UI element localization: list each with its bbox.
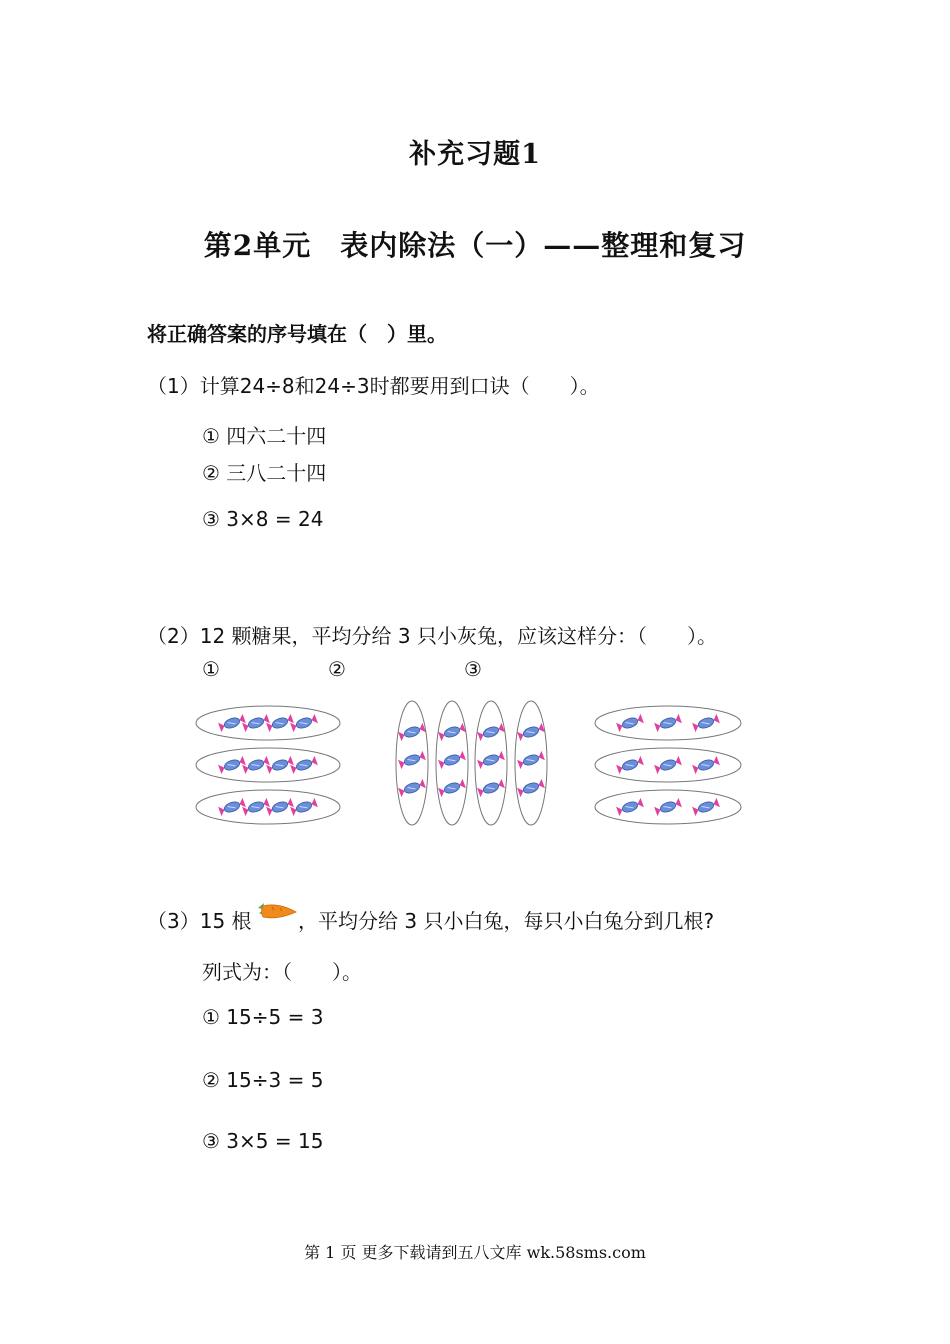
- option-1-groups: [196, 706, 340, 824]
- candy-grouping-figure: [190, 690, 750, 835]
- page-title: 补充习题1: [409, 139, 541, 170]
- question-3-start: （3）15 根: [147, 909, 252, 933]
- q1-option-1: ① 四六二十四: [202, 424, 327, 448]
- q3-option-3: ③ 3×5 = 15: [202, 1129, 324, 1153]
- instruction: 将正确答案的序号填在（ ）里。: [147, 322, 447, 346]
- q1-option-3: ③ 3×8 = 24: [202, 507, 324, 531]
- q2-label-3: ③: [464, 657, 482, 681]
- page-footer: 第 1 页 更多下载请到五八文库 wk.58sms.com: [304, 1243, 646, 1262]
- question-1: （1）计算24÷8和24÷3时都要用到口诀（ ）。: [147, 374, 600, 398]
- option-3-groups: [595, 706, 741, 824]
- question-2: （2）12 颗糖果，平均分给 3 只小灰兔，应该这样分：（ ）。: [147, 624, 717, 648]
- q1-option-2: ② 三八二十四: [202, 461, 327, 485]
- unit-subtitle: 第2单元 表内除法（一）——整理和复习: [203, 229, 747, 262]
- q2-label-1: ①: [202, 657, 220, 681]
- q3-option-2: ② 15÷3 = 5: [202, 1068, 324, 1092]
- option-2-groups: [396, 701, 547, 825]
- carrot-icon: [256, 900, 298, 924]
- q2-label-2: ②: [328, 657, 346, 681]
- q3-option-1: ① 15÷5 = 3: [202, 1005, 324, 1029]
- q3-formula-prompt: 列式为：（ ）。: [202, 960, 362, 984]
- question-3-rest: ，平均分给 3 只小白兔，每只小白兔分到几根?: [298, 909, 715, 933]
